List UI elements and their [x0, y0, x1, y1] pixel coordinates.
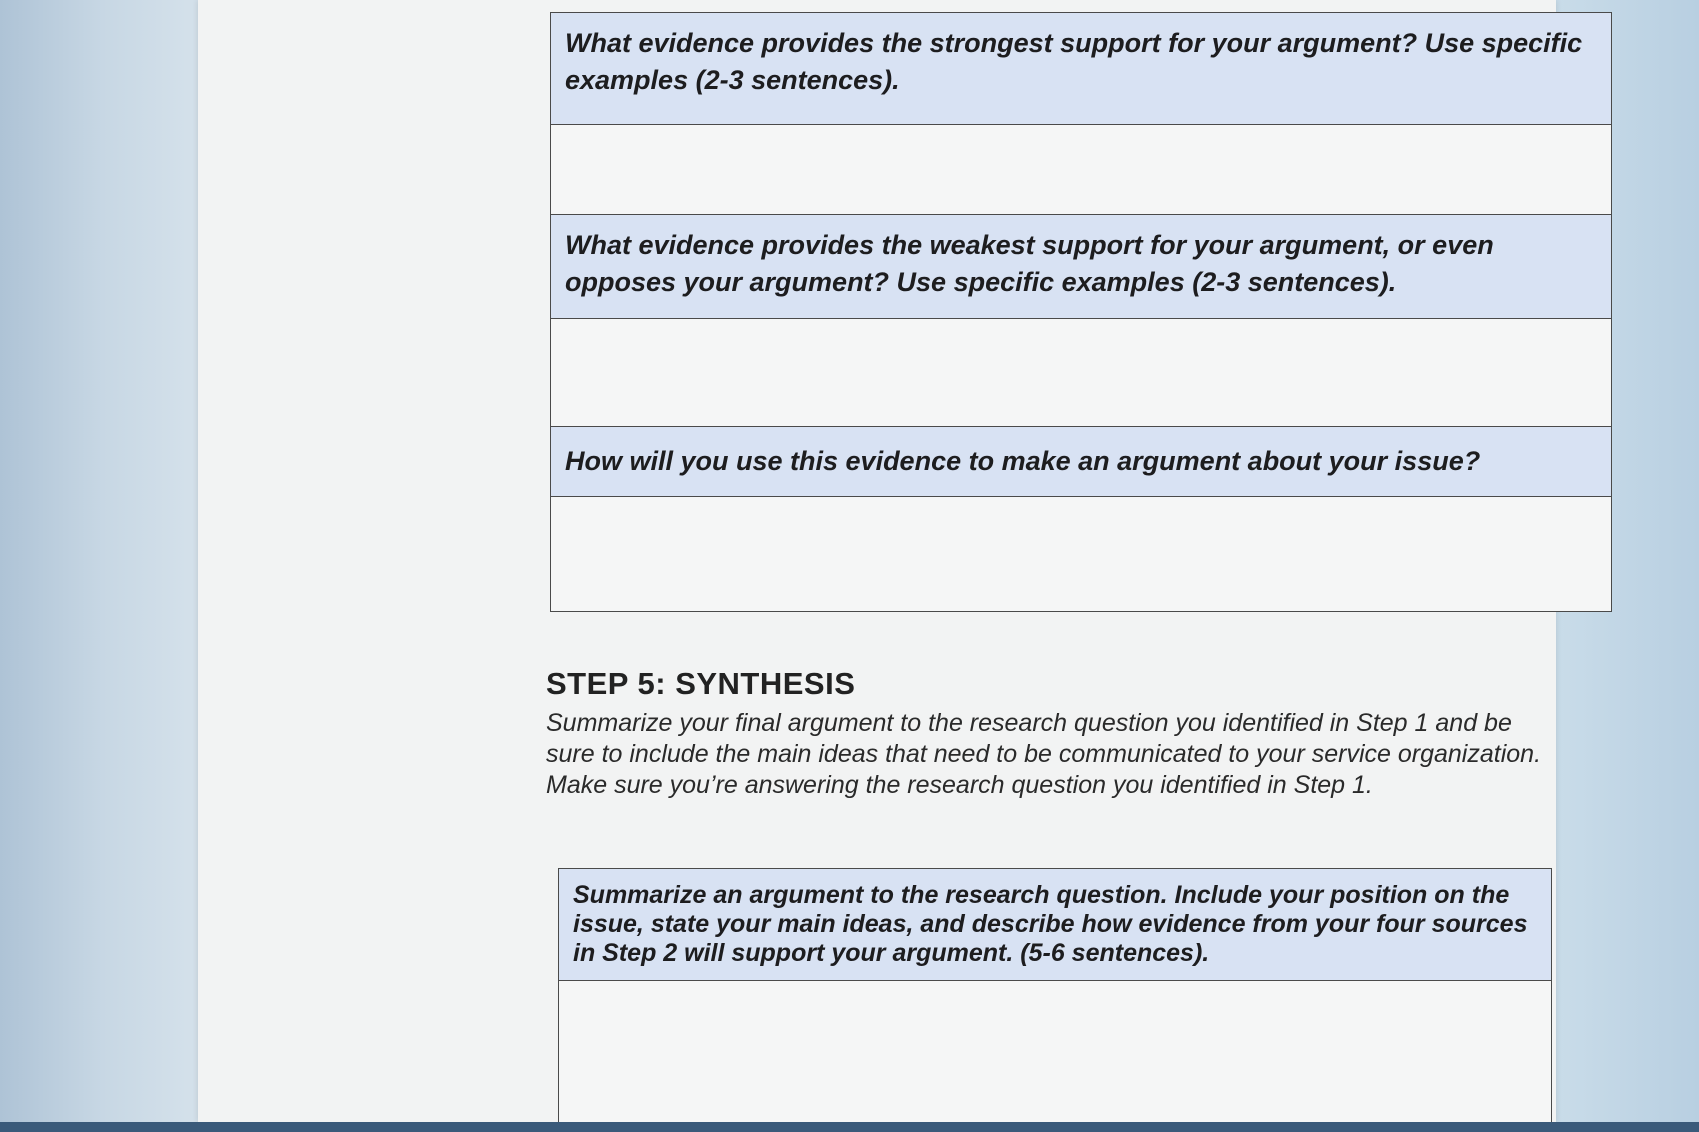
- document-page: [198, 0, 1583, 1122]
- step5-title: STEP 5: SYNTHESIS: [546, 666, 856, 701]
- synthesis-table: [558, 868, 1552, 1132]
- strongest-evidence-prompt: What evidence provides the strongest support for your argument? Use specific examples (2-3 sentences).: [551, 13, 1611, 125]
- step5-description: Summarize your final argument to the research question you identified in Step 1 and be sure to include the main ideas that need to be communicated to your service organization. Make sure you’re answering the research question you identified in Step 1.: [546, 709, 1542, 799]
- weakest-evidence-answer-cell[interactable]: [551, 319, 1611, 427]
- synthesis-summary-prompt: Summarize an argument to the research question. Include your position on the issue, state your main ideas, and describe how evidence from your four sources in Step 2 will support your argument. (5-6 sentences).: [559, 869, 1551, 981]
- use-evidence-prompt: How will you use this evidence to make an argument about your issue?: [551, 427, 1611, 497]
- evidence-table: [550, 12, 1612, 612]
- weakest-evidence-prompt: What evidence provides the weakest support for your argument, or even opposes your argument? Use specific examples (2-3 sentences).: [551, 215, 1611, 319]
- use-evidence-answer-cell[interactable]: [551, 497, 1611, 611]
- taskbar: [0, 1122, 1699, 1132]
- synthesis-summary-answer-cell[interactable]: [559, 981, 1551, 1131]
- strongest-evidence-answer-cell[interactable]: [551, 125, 1611, 215]
